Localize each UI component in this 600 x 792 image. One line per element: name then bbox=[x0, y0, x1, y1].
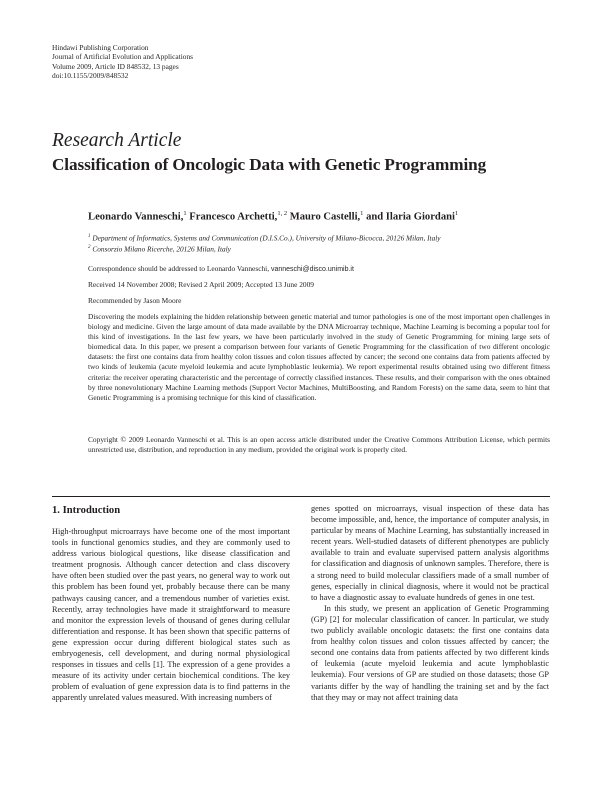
publisher-line: Hindawi Publishing Corporation bbox=[52, 43, 149, 52]
body-paragraph: In this study, we present an application of Genetic Programming (GP) [2] for molecular classification of cancer. In particular, we study two publicly available oncologic datasets: the first one contains data from healthy colon tissues and colon tissues affected by cancer; the second one contains data from patients affected by two different kinds of leukemia (acute myeloid leukemia and acute lymphoblastic leukemia). Four versions of GP are studied on those datasets; those GP variants differ by the way of handling the training set and by the fact that they may or may not affect training data bbox=[311, 603, 549, 702]
correspondence-email[interactable]: vanneschi@disco.unimib.it bbox=[270, 266, 354, 273]
author-name: and Ilaria Giordani bbox=[363, 211, 455, 223]
body-column-right bbox=[311, 503, 549, 703]
section-divider bbox=[52, 496, 550, 497]
affiliation-marker: 1 bbox=[88, 234, 91, 239]
affiliation-marker: 2 bbox=[88, 245, 91, 251]
recommended-line: Recommended by Jason Moore bbox=[88, 296, 182, 305]
correspondence-line bbox=[88, 264, 354, 273]
affiliation-line bbox=[88, 232, 441, 243]
author-affil-marker: 1 bbox=[183, 210, 187, 217]
affiliation-line bbox=[88, 243, 441, 254]
affiliations bbox=[88, 232, 441, 255]
journal-line: Journal of Artificial Evolution and Applications bbox=[52, 52, 194, 62]
journal-header bbox=[52, 43, 193, 81]
affiliation-text: Consorzio Milano Ricerche, 20126 Milan, Italy bbox=[90, 244, 231, 254]
paper-title: Classification of Oncologic Data with Genetic Programming bbox=[52, 155, 487, 174]
section-heading-introduction: 1. Introduction bbox=[52, 505, 121, 516]
correspondence-text: Correspondence should be addressed to Leonardo Vanneschi, bbox=[88, 264, 271, 273]
doi-line: doi:10.1155/2009/848532 bbox=[52, 71, 129, 81]
article-type: Research Article bbox=[52, 130, 182, 151]
affiliation-text: Department of Informatics, Systems and Communication (D.I.S.Co.), University of Milano-Bicocca, 20126 Milan, Italy bbox=[90, 233, 441, 243]
body-paragraph: High-throughput microarrays have become one of the most important tools in functional genomics studies, and they are commonly used to address various biological questions, like disease classification and treatment prognosis. Although cancer detection and class discovery have often been studied over the past years, no general way to work out this problem has been found yet, probably because there can be many pathways causing cancer, and a tremendous number of varieties exist. Recently, array technologies have made it straightforward to measure and monitor the expression levels of thousand of genes during cellular differentiation and response. It has been shown that specific patterns of gene expression occur during different biological states such as embryogenesis, cell development, and during normal physiological responses in tissues and cells [1]. The expression of a gene provides a measure of its activity under certain biochemical conditions. The key problem of evaluation of gene expression data is to find patterns in the apparently unrelated values measured. With increasing numbers of bbox=[52, 527, 290, 703]
author-affil-marker: 1, 2 bbox=[277, 210, 288, 217]
copyright-notice: Copyright © 2009 Leonardo Vanneschi et al. This is an open access article distributed under the Creative Commons Attribution License, which permits unrestricted use, distribution, and reproduction in any medium, provided the original work is properly cited. bbox=[88, 435, 550, 455]
author-list bbox=[88, 210, 458, 223]
author-name: Leonardo Vanneschi, bbox=[88, 211, 184, 223]
body-paragraph: genes spotted on microarrays, visual inspection of these data has become impossible, and, hence, the importance of computer analysis, in particular by means of Machine Learning, has substantially increased in recent years. Well-studied datasets of different phenotypes are publicly available to train and evaluate supervised pattern analysis algorithms for classification and diagnosis of unknown samples. Therefore, there is a strong need to build molecular classifiers made of a small number of genes, especially in clinical diagnosis, where it would not be practical to have a diagnostic assay to evaluate hundreds of genes in one test. bbox=[311, 504, 549, 602]
body-column-left bbox=[52, 526, 290, 704]
author-name: Mauro Castelli, bbox=[287, 211, 361, 223]
volume-line: Volume 2009, Article ID 848532, 13 pages bbox=[52, 61, 179, 71]
dates-line: Received 14 November 2008; Revised 2 April 2009; Accepted 13 June 2009 bbox=[88, 280, 314, 289]
author-affil-marker: 1 bbox=[360, 210, 364, 217]
author-name: Francesco Archetti, bbox=[186, 211, 278, 223]
author-affil-marker: 1 bbox=[454, 210, 459, 217]
abstract: Discovering the models explaining the hidden relationship between genetic material and tumor pathologies is one of the most important open challenges in biology and medicine. Given the large amount of data made available by the DNA Microarray technique, Machine Learning is becoming a popular tool for this kind of investigations. In the last few years, we have been particularly involved in the study of Genetic Programming for mining large sets of biomedical data. In this paper, we present a comparison between four variants of Genetic Programming for the classification of two different oncologic datasets: the first one contains data from healthy colon tissues and colon tissues affected by cancer; the second one contains data from patients affected by two kinds of leukemia (acute myeloid leukemia and acute lymphoblastic leukemia). We report experimental results obtained using two different fitness criteria: the receiver operating characteristic and the percentage of correctly classified instances. These results, and their comparison with the ones obtained by three nonevolutionary Machine Learning methods (Support Vector Machines, MultiBoosting, and Random Forests) on the same data, seem to hint that Genetic Programming is a promising technique for this kind of classification. bbox=[88, 312, 550, 402]
